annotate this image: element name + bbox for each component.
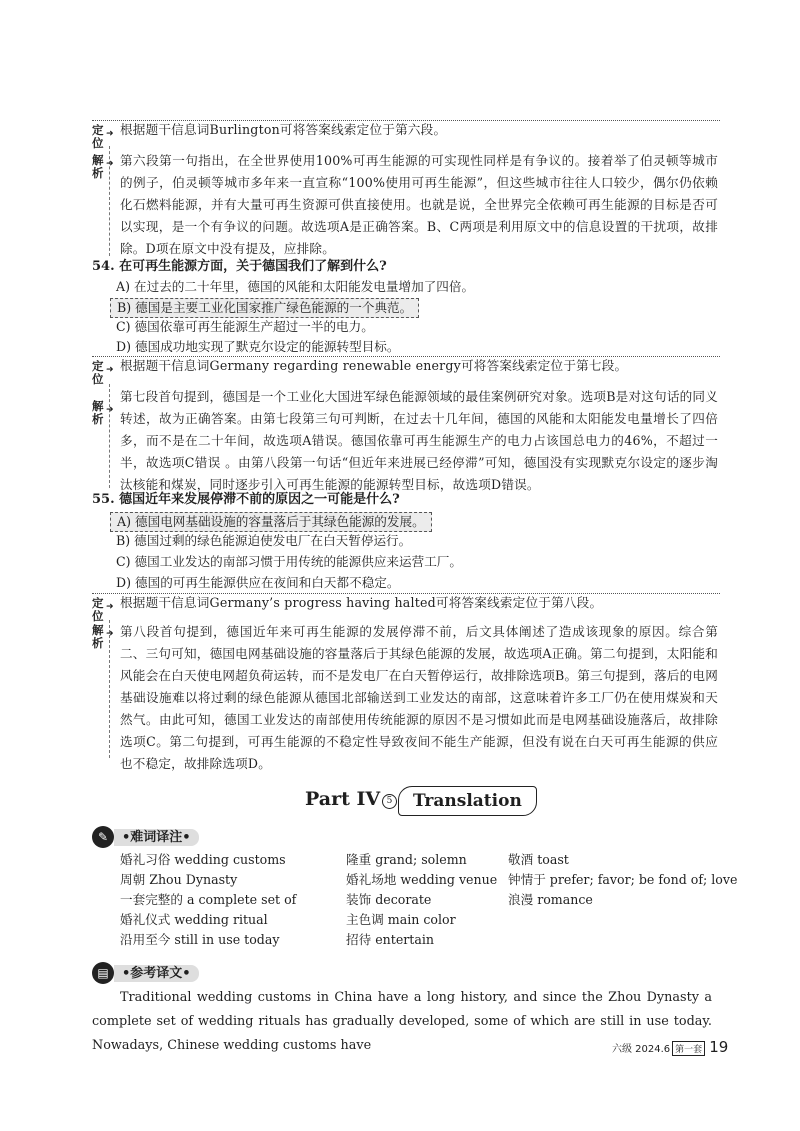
question-55: 55. 德国近年来发展停滞不前的原因之一可能是什么? [92,492,400,507]
option-c: C) 德国依靠可再生能源生产超过一半的电力。 [116,319,374,334]
part-name: Translation [398,786,537,816]
q53-analysis: 第六段第一句指出，在全世界使用100%可再生能源的可实现性同样是有争议的。接着举了伯灵顿等城市的例子，伯灵顿等城市多年来一直宣称“100%使用可再生能源”，但这些城市往往人口较少，偶尔仍依赖化石燃料能源，并有大量可再生资源可供直接使用。也就是说，全世界完全依赖可再生能源的目标是否可以实现，是一个有争议的问题。故选项A是正确答案。B、C两项是利用原文中的信息设置的干扰项，故排除。D项在原文中没有提及，应排除。 [120,153,718,256]
vocab-item: 沿用至今 still in use today [120,932,280,947]
vocab-item: 装饰 decorate [346,892,432,907]
arrow-right-icon: ➜ [106,602,114,612]
locate-tag: 定位 ➜ [92,596,114,623]
vocab-item: 婚礼仪式 wedding ritual [120,912,268,927]
vocab-column-2 [346,850,497,950]
reference-translation: Traditional wedding customs in China have a long history, and since the Zhou Dynasty a complete set of wedding rituals has gradually developed, some of which are still in use today. Nowadays, Chinese wedding customs have [92,990,712,1053]
q55-locate: 根据题干信息词Germany’s progress having halted可将答案线索定位于第八段。 [120,595,603,610]
vocab-column-1 [120,850,296,950]
vocab-section-title: •难词译注• [114,829,199,846]
option-b-answer: B) 德国是主要工业化国家推广绿色能源的一个典范。 [110,298,419,318]
option-a-answer: A) 德国电网基础设施的容量落后于其绿色能源的发展。 [110,512,432,532]
analysis-tag: 解析 ➜ [92,399,114,426]
vocab-item: 婚礼习俗 wedding customs [120,852,286,867]
notes-icon: ✎ [92,826,114,848]
q53-locate: 根据题干信息词Burlington可将答案线索定位于第六段。 [120,122,447,137]
q54-locate: 根据题干信息词Germany regarding renewable energy可将答案线索定位于第七段。 [120,358,628,373]
vocab-item: 招待 entertain [346,932,434,947]
question-54: 54. 在可再生能源方面，关于德国我们了解到什么? [92,259,387,274]
arrow-right-icon: ➜ [106,405,114,415]
book-icon: ▤ [92,962,114,984]
set-tag: 第一套 [672,1041,705,1056]
q55-analysis: 第八段首句提到，德国近年来可再生能源的发展停滞不前，后文具体阐述了造成该现象的原因。综合第二、三句可知，德国电网基础设施的容量落后于其绿色能源的发展，故选项A正确。第二句提到，太阳能和风能会在白天使电网超负荷运转，而不是发电厂在白天暂停运行，故排除选项B。第三句提到，落后的电网基础设施难以将过剩的绿色能源从德国北部输送到工业发达的南部，这意味着许多工厂仍在使用煤炭和天然气。由此可知，德国工业发达的南部使用传统能源的原因不是习惯如此而是电网基础设施落后，故排除选项C。第二句提到，可再生能源的不稳定性导致夜间不能生产能源，但没有说在白天可再生能源的供应也不稳定，故排除选项D。 [120,624,718,771]
option-d: D) 德国的可再生能源供应在夜间和白天都不稳定。 [116,575,400,590]
vocab-item: 主色调 main color [346,912,456,927]
vocab-item: 钟情于 prefer; favor; be fond of; love [508,872,738,887]
q54-analysis: 第七段首句提到，德国是一个工业化大国进军绿色能源领域的最佳案例研究对象。选项B是对这句话的同义转述，故为正确答案。由第七段第三句可判断，在过去十几年间，德国的风能和太阳能发电量增长了四倍多，而不是在二十年间，故选项A错误。德国依靠可再生能源生产的电力占该国总电力的46%，不超过一半，故选项C错误 。由第八段第一句话“但近年来进展已经停滞”可知，德国没有实现默克尔设定的逐步淘汰核能和煤炭，同时逐步引入可再生能源的能源转型目标，故选项D错误。 [120,389,718,492]
translation-section-title: •参考译文• [114,965,199,982]
vocab-column-3 [508,850,737,910]
vocab-item: 浪漫 romance [508,892,593,907]
section-circle-icon: 5 [382,794,397,809]
issue-label: 六级 2024.6 [612,1044,671,1055]
page-footer [612,1038,728,1056]
option-d: D) 德国成功地实现了默克尔设定的能源转型目标。 [116,339,400,354]
vocab-item: 婚礼场地 wedding venue [346,872,498,887]
arrow-right-icon: ➜ [106,159,114,169]
vocab-item: 隆重 grand; solemn [346,852,467,867]
option-c: C) 德国工业发达的南部习惯于用传统的能源供应来运营工厂。 [116,554,462,569]
vocab-item: 一套完整的 a complete set of [120,892,297,907]
arrow-right-icon: ➜ [106,629,114,639]
page-number: 19 [709,1038,729,1056]
locate-tag: 定位 ➜ [92,123,114,150]
analysis-tag: 解析 ➜ [92,623,114,650]
arrow-right-icon: ➜ [106,365,114,375]
option-b: B) 德国过剩的绿色能源迫使发电厂在白天暂停运行。 [116,533,412,548]
part-number: Part IV [305,788,381,810]
vocab-item: 敬酒 toast [508,852,569,867]
locate-tag: 定位 ➜ [92,359,114,386]
vocab-item: 周朝 Zhou Dynasty [120,872,238,887]
option-a: A) 在过去的二十年里，德国的风能和太阳能发电量增加了四倍。 [116,279,475,294]
arrow-right-icon: ➜ [106,129,114,139]
analysis-tag: 解析 ➜ [92,153,114,180]
